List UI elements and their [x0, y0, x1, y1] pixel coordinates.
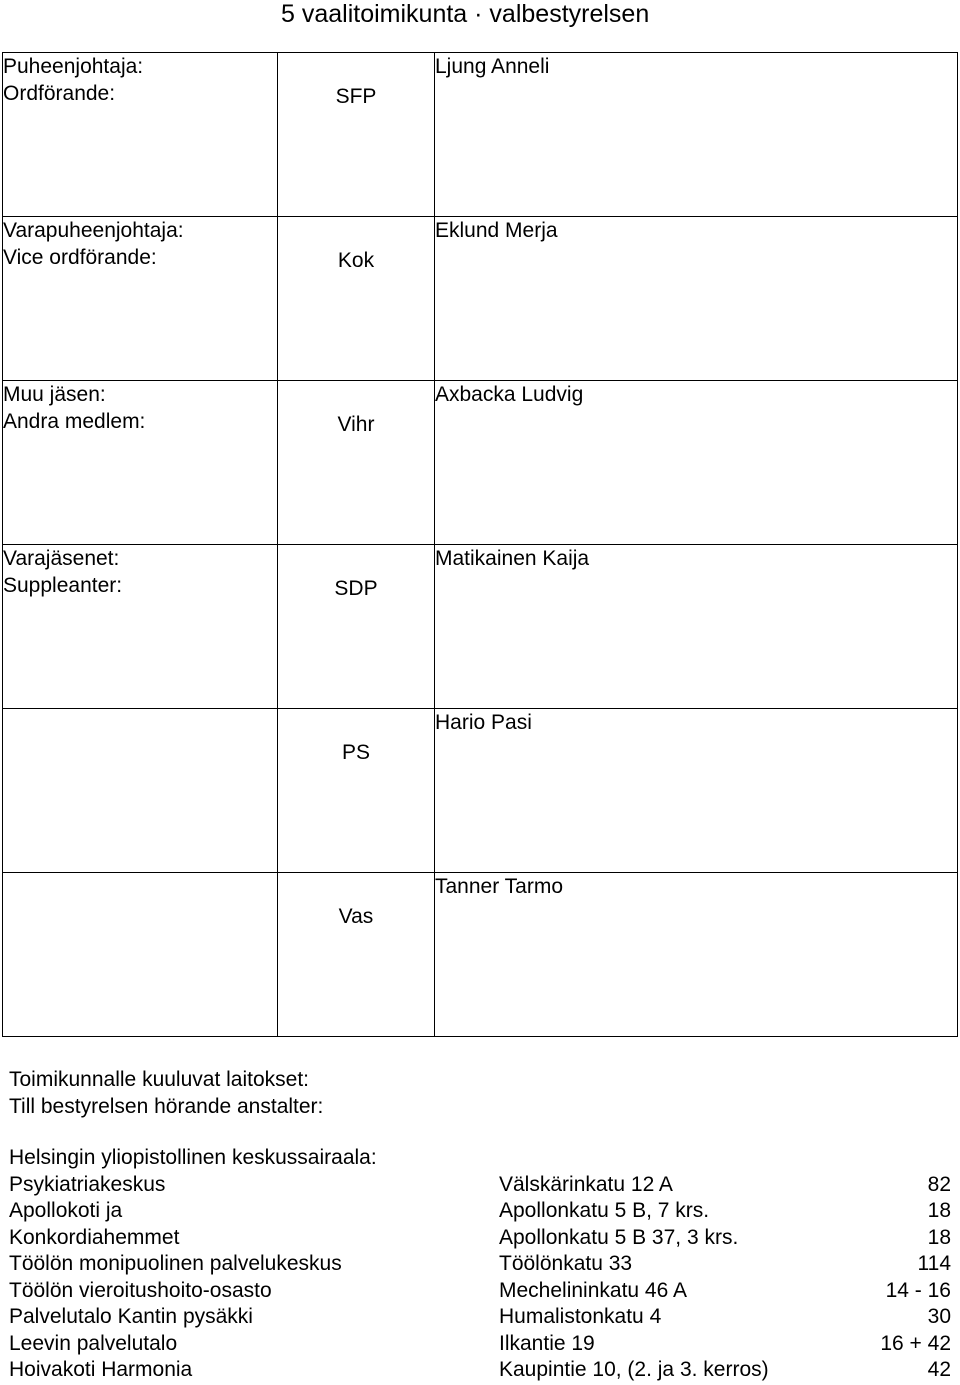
member-role-fi: Varapuheenjohtaja: — [3, 219, 184, 242]
institution-number: 18 — [927, 1225, 951, 1249]
institutions-label-fi: Toimikunnalle kuuluvat laitokset: — [9, 1068, 309, 1091]
member-name-text: Axbacka Ludvig — [435, 383, 584, 406]
member-name — [435, 381, 958, 545]
title-text: 5 vaalitoimikunta · valbestyrelsen — [281, 0, 650, 28]
institution-name: Leevin palvelutalo — [9, 1331, 178, 1355]
member-row — [3, 53, 958, 217]
member-role — [3, 53, 278, 217]
member-party-text: SDP — [334, 577, 378, 600]
member-party — [278, 709, 435, 873]
member-name — [435, 53, 958, 217]
member-row — [3, 545, 958, 709]
member-name-text: Ljung Anneli — [435, 55, 550, 78]
institution-name: Töölön vieroitushoito-osasto — [9, 1278, 272, 1302]
member-row — [3, 381, 958, 545]
member-party-text: Kok — [337, 249, 375, 272]
institution-number: 82 — [927, 1172, 951, 1196]
member-name-text: Tanner Tarmo — [435, 875, 564, 898]
institution-row — [9, 1331, 951, 1358]
member-role — [3, 709, 278, 873]
member-row — [3, 709, 958, 873]
institution-row — [9, 1198, 951, 1225]
institution-address: Välskärinkatu 12 A — [499, 1172, 673, 1196]
member-party-text: SFP — [335, 85, 377, 108]
member-role-fi: Puheenjohtaja: — [3, 55, 144, 78]
institution-row — [9, 1251, 951, 1278]
institution-row — [9, 1304, 951, 1331]
member-party — [278, 217, 435, 381]
members-table — [2, 52, 958, 1037]
institution-row — [9, 1225, 951, 1252]
member-party — [278, 53, 435, 217]
institution-number: 14 - 16 — [885, 1278, 951, 1302]
institution-name: Psykiatriakeskus — [9, 1172, 166, 1196]
member-name — [435, 709, 958, 873]
member-role-sv: Vice ordförande: — [3, 246, 157, 269]
institutions-group — [9, 1145, 951, 1172]
institution-number: 114 — [917, 1252, 951, 1275]
institution-number: 30 — [927, 1305, 951, 1328]
institutions-list — [9, 1145, 951, 1384]
institution-name: Apollokoti ja — [9, 1199, 123, 1222]
member-party-text: Vihr — [337, 413, 375, 436]
member-party-text: Vas — [338, 905, 374, 928]
member-role — [3, 217, 278, 381]
institution-address: Apollonkatu 5 B 37, 3 krs. — [499, 1225, 739, 1249]
institution-row — [9, 1357, 951, 1384]
institution-number: 18 — [927, 1199, 951, 1222]
member-name — [435, 545, 958, 709]
member-role-sv: Suppleanter: — [3, 574, 123, 597]
member-role-sv: Andra medlem: — [3, 410, 146, 433]
member-name — [435, 217, 958, 381]
institution-name: Palvelutalo Kantin pysäkki — [9, 1305, 253, 1328]
institutions-label-sv: Till bestyrelsen hörande anstalter: — [9, 1095, 324, 1118]
member-name-text: Hario Pasi — [435, 711, 532, 734]
member-party — [278, 873, 435, 1037]
member-row — [3, 873, 958, 1037]
institution-name: Konkordiahemmet — [9, 1225, 180, 1249]
institution-name: Töölön monipuolinen palvelukeskus — [9, 1252, 342, 1275]
member-role-sv: Ordförande: — [3, 82, 116, 105]
member-role — [3, 545, 278, 709]
institutions-heading — [9, 1066, 609, 1120]
institution-number: 42 — [927, 1358, 951, 1381]
member-role-fi: Varajäsenet: — [3, 547, 120, 570]
member-role — [3, 873, 278, 1037]
institutions-group-label: Helsingin yliopistollinen keskussairaala: — [9, 1146, 377, 1169]
member-name — [435, 873, 958, 1037]
member-row — [3, 217, 958, 381]
institution-name: Hoivakoti Harmonia — [9, 1358, 193, 1381]
member-name-text: Eklund Merja — [435, 219, 558, 242]
institution-number: 16 + 42 — [880, 1331, 951, 1355]
member-party — [278, 545, 435, 709]
institution-address: Mechelininkatu 46 A — [499, 1278, 687, 1302]
member-role — [3, 381, 278, 545]
institution-row — [9, 1172, 951, 1199]
institution-address: Humalistonkatu 4 — [499, 1305, 662, 1328]
institution-address: Ilkantie 19 — [499, 1331, 595, 1355]
institution-row — [9, 1278, 951, 1305]
member-name-text: Matikainen Kaija — [435, 547, 590, 570]
member-party — [278, 381, 435, 545]
institution-address: Apollonkatu 5 B, 7 krs. — [499, 1199, 710, 1222]
member-party-text: PS — [341, 741, 370, 764]
institution-address: Kaupintie 10, (2. ja 3. kerros) — [499, 1358, 769, 1381]
member-role-fi: Muu jäsen: — [3, 383, 106, 406]
institution-address: Töölönkatu 33 — [499, 1252, 633, 1275]
